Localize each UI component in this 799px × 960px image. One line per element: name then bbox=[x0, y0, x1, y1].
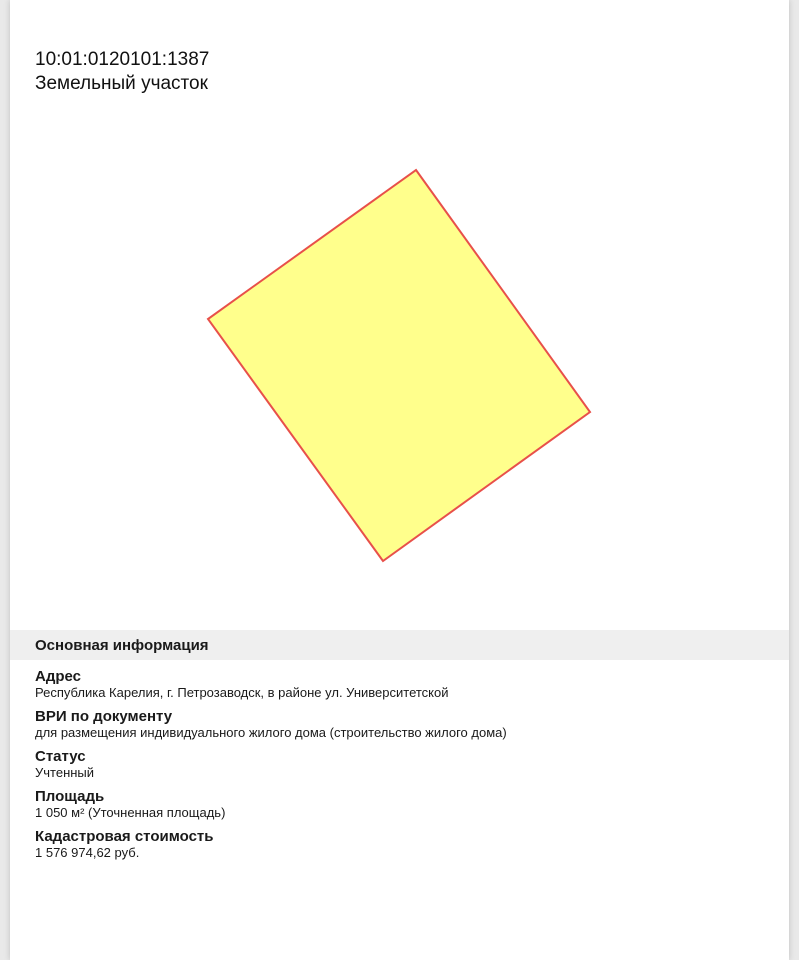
header bbox=[35, 48, 209, 96]
field-label: Адрес bbox=[35, 668, 82, 685]
field-permitted-use bbox=[35, 708, 755, 741]
field-label: Статус bbox=[35, 748, 86, 765]
object-type: Земельный участок bbox=[35, 73, 208, 94]
field-label: Площадь bbox=[35, 788, 105, 805]
field-value: Учтенный bbox=[35, 765, 95, 780]
field-value: Республика Карелия, г. Петрозаводск, в районе ул. Университетской bbox=[35, 685, 449, 700]
land-plot-map bbox=[10, 150, 789, 580]
section-title: Основная информация bbox=[35, 637, 209, 654]
field-value: 1 576 974,62 руб. bbox=[35, 845, 140, 860]
field-address bbox=[35, 668, 755, 701]
field-label: ВРИ по документу bbox=[35, 708, 173, 725]
document-page bbox=[10, 0, 789, 960]
field-status bbox=[35, 748, 755, 781]
field-label: Кадастровая стоимость bbox=[35, 828, 214, 845]
land-plot-polygon bbox=[208, 170, 590, 561]
field-area bbox=[35, 788, 755, 821]
field-cadastral-value bbox=[35, 828, 755, 861]
info-list bbox=[35, 668, 755, 868]
field-value: для размещения индивидуального жилого дома (строительство жилого дома) bbox=[35, 725, 507, 740]
cadastral-number: 10:01:0120101:1387 bbox=[35, 49, 210, 70]
section-header bbox=[10, 630, 789, 660]
field-value: 1 050 м² (Уточненная площадь) bbox=[35, 805, 226, 820]
